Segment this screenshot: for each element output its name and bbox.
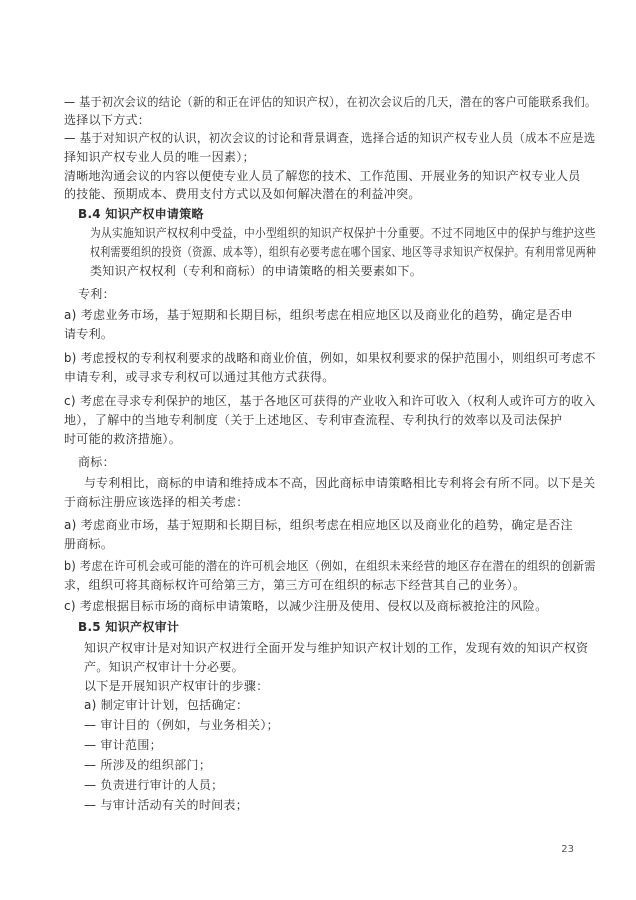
text-line: 权利需要组织的投资（资源、成本等），组织有必要考虑在哪个国家、地区等寻求知识产权保护。有利用常见两种 (90, 245, 597, 259)
list-item: a) 制定审计计划，包括确定： (84, 698, 249, 712)
text-line: 申请专利，或寻求专利权可以通过其他方式获得。 (64, 370, 335, 384)
text-line: 于商标注册应该选择的相关考虑： (64, 495, 249, 509)
text-line: — 基于对知识产权的认识，初次会议的讨论和背景调查，选择合适的知识产权专业人员（成本不应是选 (64, 131, 596, 145)
section-heading: B.4 知识产权申请策略 (78, 207, 204, 221)
text-line: 册商标。 (64, 537, 114, 551)
sub-list-item: — 所涉及的组织部门； (84, 758, 212, 772)
text-line: 与专利相比，商标的申请和维持成本不高，因此商标申请策略相比专利将会有所不同。以下是关 (84, 476, 596, 490)
text-line: 商标： (78, 455, 115, 469)
text-line: 的技能、预期成本、费用支付方式以及如何解决潜在的利益冲突。 (64, 187, 421, 201)
page-number: 23 (561, 844, 574, 855)
text-line: 择知识产权专业人员的唯一因素）； (64, 150, 255, 164)
list-item: b) 考虑授权的专利权利要求的战略和商业价值，例如，如果权利要求的保护范围小，则组织可考虑不 (64, 351, 596, 365)
text-line: 知识产权审计是对知识产权进行全面开发与维护知识产权计划的工作，发现有效的知识产权资 (84, 641, 589, 655)
text-line: 时可能的救济措施）。 (64, 432, 182, 446)
text-line: 地），了解中的当地专利制度（关于上述地区、专利审查流程、专利执行的效率以及司法保护 (64, 413, 563, 427)
text-line: 产。知识产权审计十分必要。 (84, 660, 244, 674)
sub-list-item: — 负责进行审计的人员； (84, 778, 224, 792)
sub-list-item: — 审计范围； (84, 738, 162, 752)
section-heading: B.5 知识产权审计 (78, 620, 180, 634)
text-line: 类知识产权权利（专利和商标）的申请策略的相关要素如下。 (90, 264, 423, 278)
text-line: 专利： (78, 287, 115, 301)
text-line: 请专利。 (64, 327, 114, 341)
text-line: 以下是开展知识产权审计的步骤： (84, 679, 269, 693)
text-line: 选择以下方式： (64, 113, 151, 127)
list-item: c) 考虑在寻求专利保护的地区，基于各地区可获得的产业收入和许可收入（权利人或许可方的收入 (64, 394, 596, 408)
text-line: 为从实施知识产权权利中受益，中小型组织的知识产权保护十分重要。不过不同地区中的保护与维护这些 (90, 226, 596, 240)
text-line: — 基于初次会议的结论（新的和正在评估的知识产权），在初次会议后的几天，潜在的客户可能联系我们。 (64, 95, 597, 109)
sub-list-item: — 与审计活动有关的时间表； (84, 798, 249, 812)
sub-list-item: — 审计目的（例如，与业务相关）； (84, 718, 279, 732)
text-line: 求，组织可将其商标权许可给第三方，第三方可在组织的标志下经营其自己的业务）。 (64, 578, 526, 592)
list-item: a) 考虑商业市场，基于短期和长期目标，组织考虑在相应地区以及商业化的趋势，确定是否注 (64, 518, 573, 532)
list-item: c) 考虑根据目标市场的商标申请策略，以减少注册及使用、侵权以及商标被抢注的风险。 (64, 599, 548, 613)
list-item: b) 考虑在许可机会或可能的潜在的许可机会地区（例如，在组织未来经营的地区存在潜在的组织的创新需 (64, 559, 596, 573)
list-item: a) 考虑业务市场，基于短期和长期目标，组织考虑在相应地区以及商业化的趋势，确定是否申 (64, 308, 573, 322)
text-line: 清晰地沟通会议的内容以便使专业人员了解您的技术、工作范围、开展业务的知识产权专业人员 (64, 169, 581, 183)
